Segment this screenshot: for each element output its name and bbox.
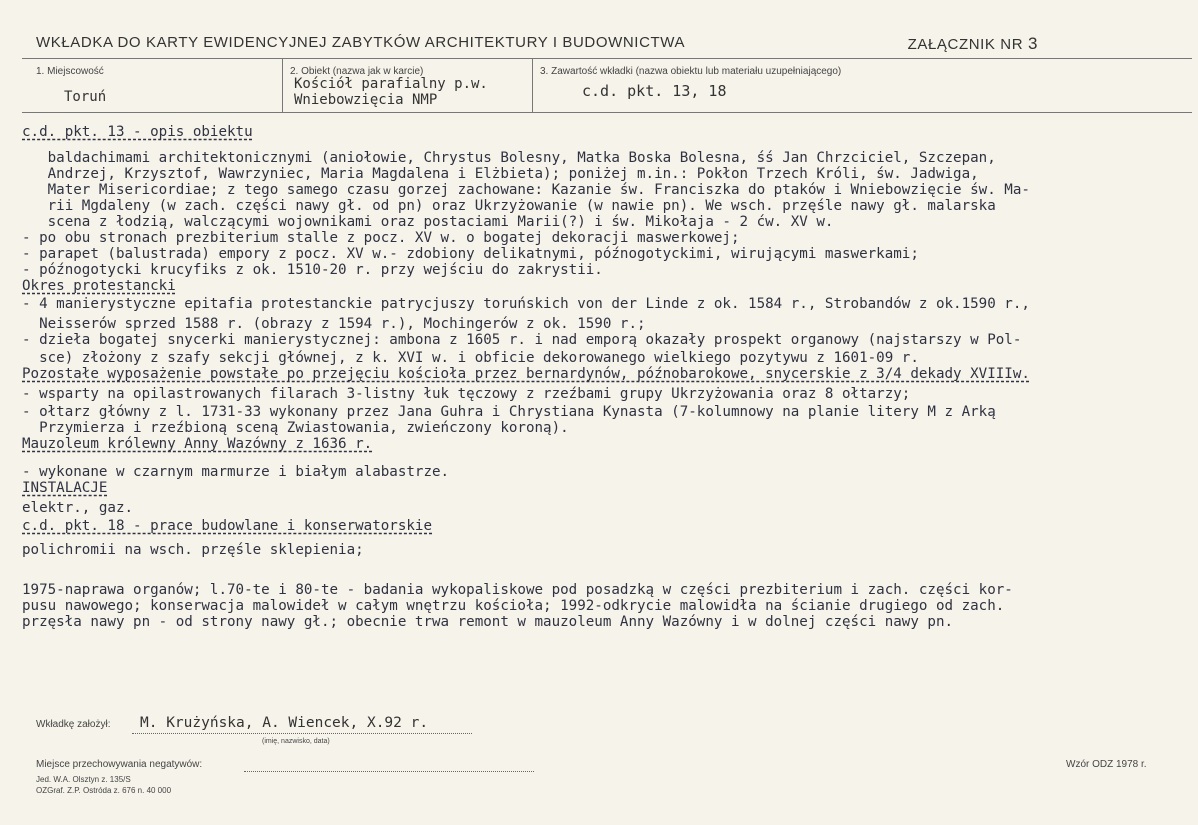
section-heading: Mauzoleum królewny Anny Wazówny z 1636 r.: [22, 436, 373, 452]
body-line: - ołtarz główny z l. 1731-33 wykonany przez Jana Guhra i Chrystiana Kynasta (7-kolumnowy na planie litery M z Arką: [22, 404, 996, 420]
field-2-object-line2: Wniebowzięcia NMP: [294, 92, 438, 108]
made-by-value: M. Krużyńska, A. Wiencek, X.92 r.: [140, 715, 429, 731]
body-line: sce) złożony z szafy sekcji głównej, z k. XVI w. i obficie dekorowanego wielkiego pozytywu z 1601-09 r.: [22, 350, 919, 366]
body-line: baldachimami architektonicznymi (aniołowie, Chrystus Bolesny, Matka Boska Bolesna, śś Jan Chrzciciel, Szczepan,: [22, 150, 996, 166]
body-line: Neisserów sprzed 1588 r. (obrazy z 1594 r.), Mochingerów z ok. 1590 r.;: [22, 316, 646, 332]
section-heading: Pozostałe wyposażenie powstałe po przejęciu kościoła przez bernardynów, późnobarokowe, snycerskie z 3/4 dekady XVIIIw.: [22, 366, 1030, 382]
body-line: - późnogotycki krucyfiks z ok. 1510-20 r. przy wejściu do zakrystii.: [22, 262, 603, 278]
body-line: - parapet (balustrada) empory z pocz. XV w.- zdobiony delikatnymi, późnogotyckimi, wirującymi maswerkami;: [22, 246, 919, 262]
field-1-locality: Toruń: [64, 89, 107, 105]
body-line: 1975-naprawa organów; l.70-te i 80-te - badania wykopaliskowe pod posadzką w części prezbiterium i zach. części kor-: [22, 582, 1013, 598]
print-info-1: Jed. W.A. Olsztyn z. 135/S: [36, 775, 131, 784]
body-line: Przymierza i rzeźbioną sceną Zwiastowania, zwieńczony koroną).: [22, 420, 569, 436]
made-by-label: Wkładkę założył:: [36, 719, 111, 730]
section-heading: INSTALACJE: [22, 480, 108, 496]
body-line: polichromii na wsch. przęśle sklepienia;: [22, 542, 364, 558]
body-line: rii Mgdaleny (w zach. części nawy gł. od pn) oraz Ukrzyżowanie (w nawie pn). We wsch. przęśle nawy gł. malarska: [22, 198, 996, 214]
body-line: Andrzej, Krzysztof, Wawrzyniec, Maria Magdalena i Elżbieta); poniżej m.in.: Pokłon Trzech Króli, św. Jadwiga,: [22, 166, 979, 182]
field-3-contents: c.d. pkt. 13, 18: [582, 82, 727, 100]
body-line: Mater Misericordiae; z tego samego czasu gorzej zachowane: Kazanie św. Franciszka do ptaków i Wniebowzięcie św. Ma-: [22, 182, 1030, 198]
body-line: - po obu stronach prezbiterium stalle z pocz. XV w. o bogatej dekoracji maswerkowej;: [22, 230, 740, 246]
section-heading: c.d. pkt. 13 - opis obiektu: [22, 124, 253, 140]
section-heading: c.d. pkt. 18 - prace budowlane i konserwatorskie: [22, 518, 432, 534]
annex-label: ZAŁĄCZNIK NR 3: [907, 34, 1038, 53]
body-line: pusu nawowego; konserwacja malowideł w całym wnętrzu kościoła; 1992-odkrycie malowidła na ścianie drugiego od zach.: [22, 598, 1005, 614]
body-line: scena z łodzią, walczącymi wojownikami oraz postaciami Marii(?) i św. Mikołaja - 2 ćw. XV w.: [22, 214, 834, 230]
print-info-2: OZGraf. Z.P. Ostróda z. 676 n. 40 000: [36, 786, 172, 795]
body-line: przęsła nawy pn - od strony nawy gł.; obecnie trwa remont w mauzoleum Anny Wazówny i w dolnej części nawy pn.: [22, 614, 954, 630]
template-code: Wzór ODZ 1978 r.: [1066, 759, 1147, 770]
form-title: WKŁADKA DO KARTY EWIDENCYJNEJ ZABYTKÓW ARCHITEKTURY I BUDOWNICTWA: [36, 34, 686, 51]
body-line: elektr., gaz.: [22, 500, 134, 516]
field-2-label: 2. Obiekt (nazwa jak w karcie): [290, 66, 424, 77]
field-1-label: 1. Miejscowość: [36, 66, 104, 77]
body-line: - wykonane w czarnym marmurze i białym alabastrze.: [22, 464, 450, 480]
field-2-object-line1: Kościół parafialny p.w.: [294, 76, 488, 92]
made-by-hint: (imię, nazwisko, data): [262, 738, 330, 745]
section-heading: Okres protestancki: [22, 278, 176, 294]
body-line: - dzieła bogatej snycerki manierystycznej: ambona z 1605 r. i nad emporą okazały prospekt organowy (najstarszy w Pol-: [22, 332, 1022, 348]
annex-number: 3: [1027, 34, 1038, 53]
body-line: - 4 manierystyczne epitafia protestanckie patrycjuszy toruńskich von der Linde z ok. 1584 r., Strobandów z ok.1590 r.,: [22, 296, 1030, 312]
negatives-label: Miejsce przechowywania negatywów:: [36, 759, 203, 770]
field-3-label: 3. Zawartość wkładki (nazwa obiektu lub materiału uzupełniającego): [540, 66, 842, 77]
body-line: - wsparty na opilastrowanych filarach 3-listny łuk tęczowy z rzeźbami grupy Ukrzyżowania oraz 8 ołtarzy;: [22, 386, 911, 402]
